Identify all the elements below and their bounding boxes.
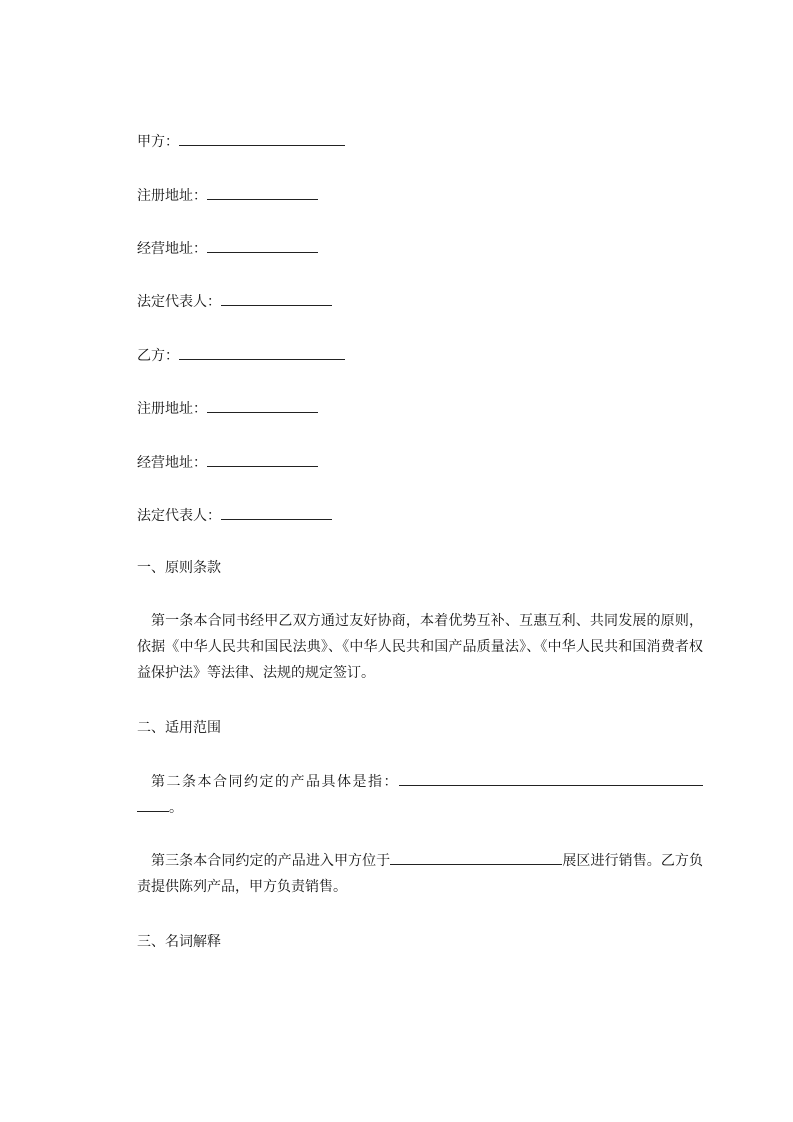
article-2 (137, 769, 703, 821)
party-b-name-label: 乙方： (137, 348, 179, 364)
article-3 (137, 848, 703, 900)
party-a-legal-rep-label: 法定代表人： (137, 294, 221, 310)
section-1-heading: 一、原则条款 (137, 560, 221, 576)
party-a-biz-addr-label: 经营地址： (137, 241, 207, 257)
article-2-suffix: 。 (169, 800, 183, 816)
party-a-legal-rep-blank[interactable] (221, 291, 332, 306)
party-a-biz-addr-row (137, 238, 318, 259)
party-b-legal-rep-row (137, 505, 332, 526)
article-3-prefix: 第三条本合同约定的产品进入甲方位于 (151, 853, 391, 869)
article-2-blank-line1[interactable] (399, 771, 703, 786)
party-b-legal-rep-label: 法定代表人： (137, 508, 221, 524)
article-2-blank-line2[interactable] (137, 797, 169, 812)
article-2-prefix: 第二条本合同约定的产品具体是指： (151, 774, 399, 790)
party-b-reg-addr-row (137, 398, 318, 419)
party-b-reg-addr-blank[interactable] (207, 398, 318, 413)
article-3-blank[interactable] (390, 850, 562, 865)
party-b-reg-addr-label: 注册地址： (137, 401, 207, 417)
party-a-reg-addr-blank[interactable] (207, 185, 318, 200)
party-a-reg-addr-label: 注册地址： (137, 188, 207, 204)
section-2-heading: 二、适用范围 (137, 720, 221, 736)
article-1: 第一条本合同书经甲乙双方通过友好协商，本着优势互补、互惠互利、共同发展的原则，依据《中华人民共和国民法典》、《中华人民共和国产品质量法》、《中华人民共和国消费者权益保护法》等法律、法规的规定签订。 (137, 613, 703, 681)
party-a-legal-rep-row (137, 291, 332, 312)
party-a-name-blank[interactable] (179, 131, 345, 146)
party-b-name-row (137, 345, 345, 366)
party-a-name-label: 甲方： (137, 134, 179, 150)
party-a-biz-addr-blank[interactable] (207, 238, 318, 253)
party-b-name-blank[interactable] (179, 345, 345, 360)
section-3-heading: 三、名词解释 (137, 934, 221, 950)
party-b-biz-addr-row (137, 452, 318, 473)
party-b-legal-rep-blank[interactable] (221, 505, 332, 520)
party-b-biz-addr-label: 经营地址： (137, 455, 207, 471)
article-3-suffix: 展区进行销售。乙方负责提供陈列产品，甲方负责销售。 (137, 853, 704, 895)
party-a-name-row (137, 131, 345, 152)
party-a-reg-addr-row (137, 185, 318, 206)
party-b-biz-addr-blank[interactable] (207, 452, 318, 467)
